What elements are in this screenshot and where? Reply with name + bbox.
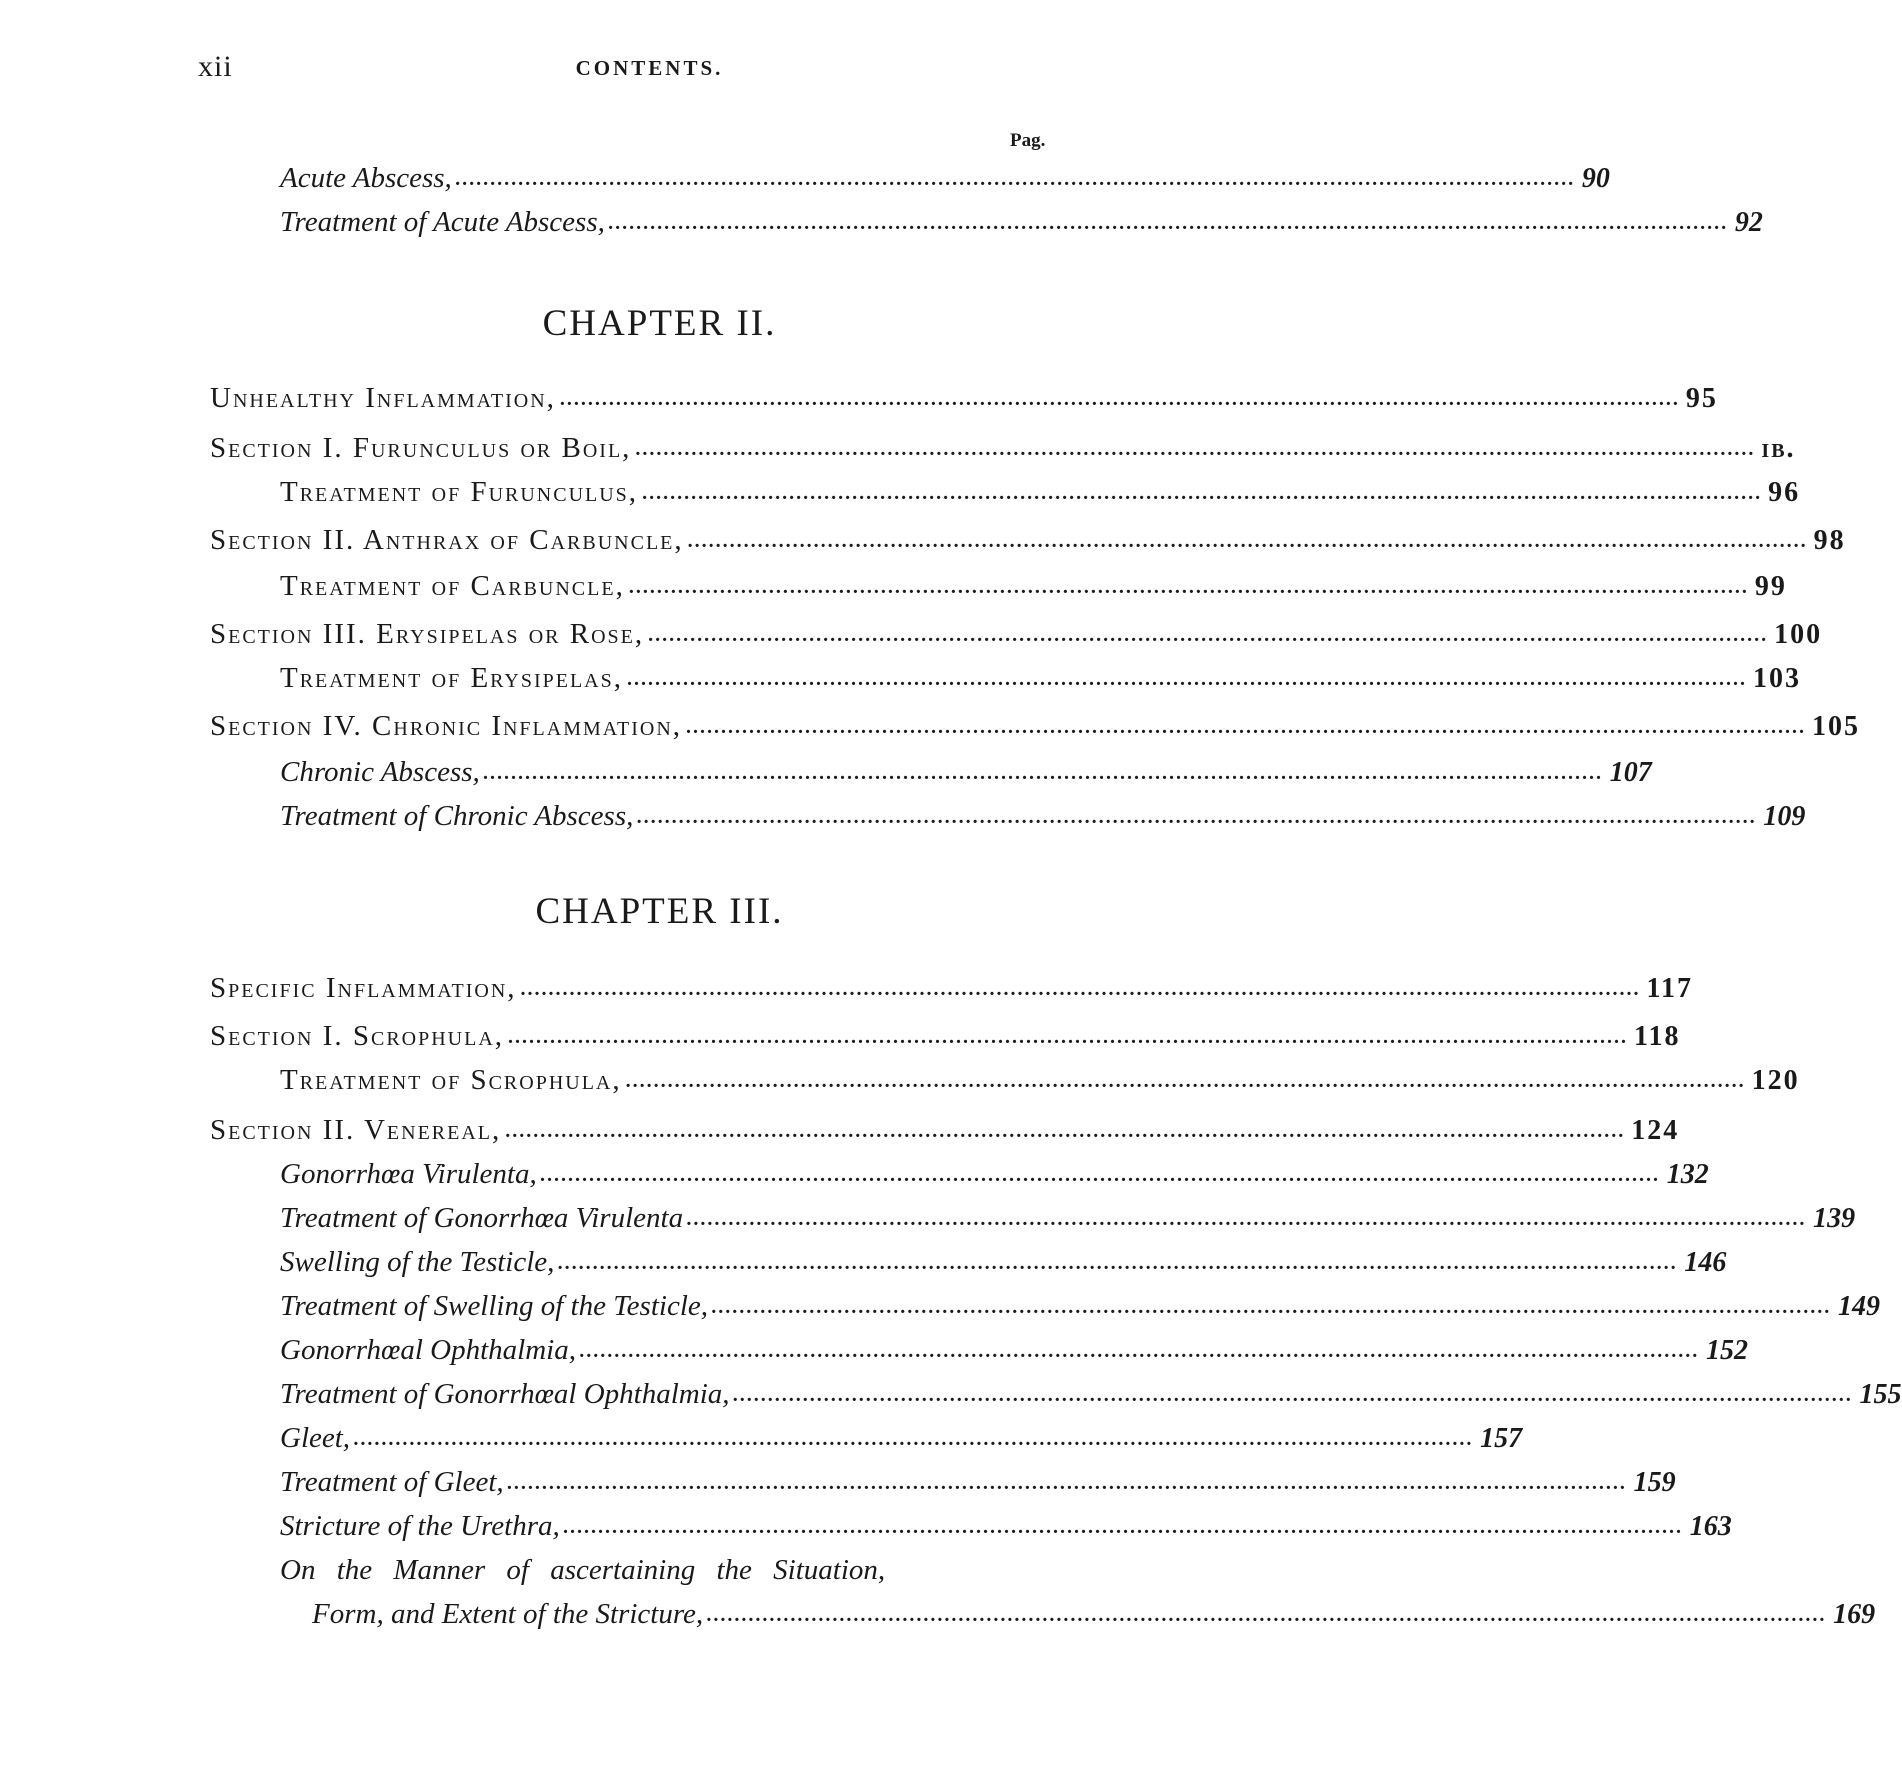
toc-entry-page: 98 bbox=[1813, 525, 1846, 556]
toc-entry-title: Treatment of Scrophula, bbox=[280, 1064, 622, 1096]
toc-entry[interactable] bbox=[280, 566, 1787, 606]
dot-leader: ................................................................................................................................................................ bbox=[455, 168, 1576, 190]
dot-leader: ................................................................................................................................................................ bbox=[354, 1428, 1475, 1450]
toc-entry[interactable] bbox=[210, 520, 1846, 560]
toc-entry-page: 132 bbox=[1666, 1159, 1709, 1190]
toc-entry-title: Section III. Erysipelas or Rose, bbox=[210, 618, 645, 650]
toc-entry-title: Treatment of Chronic Abscess, bbox=[280, 800, 634, 832]
toc-entry-page: 105 bbox=[1812, 711, 1861, 742]
toc-entry-title: Gonorrhœa Virulenta, bbox=[280, 1158, 537, 1190]
toc-entry[interactable] bbox=[210, 968, 1694, 1008]
toc-entry-page: 92 bbox=[1734, 207, 1763, 238]
dot-leader: ................................................................................................................................................................ bbox=[559, 388, 1680, 410]
toc-entry-title: Specific Inflammation, bbox=[210, 972, 517, 1004]
toc-entry-title: Treatment of Furunculus, bbox=[280, 476, 639, 508]
toc-entry[interactable] bbox=[280, 472, 1801, 512]
toc-entry-title: Unhealthy Inflammation, bbox=[210, 382, 556, 414]
dot-leader: ................................................................................................................................................................ bbox=[648, 624, 1769, 646]
toc-entry[interactable] bbox=[280, 1242, 1727, 1282]
toc-entry-page: 117 bbox=[1646, 973, 1694, 1004]
toc-entry-title: Section I. Furunculus or Boil, bbox=[210, 432, 632, 464]
toc-entry-page: 96 bbox=[1768, 477, 1801, 508]
dot-leader: ................................................................................................................................................................ bbox=[687, 530, 1808, 552]
toc-entry-page: 100 bbox=[1774, 619, 1823, 650]
toc-entry-page: 159 bbox=[1633, 1467, 1676, 1498]
toc-entry[interactable] bbox=[280, 1154, 1709, 1194]
toc-entry[interactable] bbox=[280, 1374, 1902, 1414]
toc-entry-title: Acute Abscess, bbox=[280, 162, 452, 194]
dot-leader: ................................................................................................................................................................ bbox=[563, 1516, 1684, 1538]
toc-entry-page: 90 bbox=[1581, 163, 1610, 194]
toc-entry-title: Form, and Extent of the Stricture, bbox=[312, 1598, 704, 1630]
toc-entry-page: 118 bbox=[1634, 1021, 1681, 1052]
toc-entry-title: Treatment of Gleet, bbox=[280, 1466, 504, 1498]
toc-entry-title: Section II. Venereal, bbox=[210, 1114, 502, 1146]
dot-leader: ................................................................................................................................................................ bbox=[642, 482, 1763, 504]
dot-leader: ................................................................................................................................................................ bbox=[637, 806, 1758, 828]
toc-entry-page: 152 bbox=[1705, 1335, 1748, 1366]
running-head: CONTENTS. bbox=[575, 56, 724, 80]
toc-entry[interactable] bbox=[280, 1462, 1676, 1502]
toc-entry[interactable] bbox=[280, 1506, 1732, 1546]
toc-entry-title: Treatment of Gonorrhœa Virulenta bbox=[280, 1202, 684, 1234]
toc-entry[interactable] bbox=[210, 378, 1718, 418]
dot-leader: ................................................................................................................................................................ bbox=[608, 212, 1729, 234]
toc-entry[interactable] bbox=[210, 1110, 1680, 1150]
toc-entry-page: 163 bbox=[1689, 1511, 1732, 1542]
toc-entry-page: 99 bbox=[1754, 571, 1787, 602]
toc-entry[interactable] bbox=[280, 658, 1801, 698]
toc-entry-page: 103 bbox=[1753, 663, 1801, 694]
dot-leader: ................................................................................................................................................................ bbox=[628, 576, 1749, 598]
toc-entry-page: 169 bbox=[1833, 1599, 1876, 1630]
toc-entry-page: 146 bbox=[1684, 1247, 1727, 1278]
dot-leader: ................................................................................................................................................................ bbox=[505, 1120, 1626, 1142]
page-column-label: Pag. bbox=[1010, 130, 1046, 151]
dot-leader: ................................................................................................................................................................ bbox=[520, 978, 1641, 1000]
dot-leader: ................................................................................................................................................................ bbox=[579, 1340, 1700, 1362]
toc-entry-page: 155 bbox=[1859, 1379, 1902, 1410]
page-number: xii bbox=[198, 50, 233, 83]
dot-leader: ................................................................................................................................................................ bbox=[625, 1070, 1746, 1092]
toc-entry[interactable] bbox=[280, 202, 1763, 242]
toc-entry-page: 109 bbox=[1763, 801, 1806, 832]
chapter-heading: CHAPTER II. bbox=[542, 303, 777, 344]
toc-entry-page: 95 bbox=[1685, 383, 1718, 414]
toc-entry-title: Treatment of Erysipelas, bbox=[280, 662, 623, 694]
toc-entry-title: Chronic Abscess, bbox=[280, 756, 480, 788]
dot-leader: ................................................................................................................................................................ bbox=[635, 438, 1756, 460]
toc-entry-title: Section I. Scrophula, bbox=[210, 1020, 505, 1052]
toc-entry-title: Stricture of the Urethra, bbox=[280, 1510, 560, 1542]
toc-entry-title: Gonorrhœal Ophthalmia, bbox=[280, 1334, 576, 1366]
toc-entry[interactable] bbox=[280, 1418, 1523, 1458]
toc-entry-title: Treatment of Gonorrhœal Ophthalmia, bbox=[280, 1378, 730, 1410]
dot-leader: ................................................................................................................................................................ bbox=[712, 1296, 1833, 1318]
toc-entry[interactable] bbox=[280, 1198, 1856, 1238]
toc-entry[interactable] bbox=[280, 1330, 1748, 1370]
toc-entry-page: 107 bbox=[1609, 757, 1652, 788]
dot-leader: ................................................................................................................................................................ bbox=[508, 1026, 1629, 1048]
toc-entry[interactable] bbox=[210, 428, 1796, 468]
toc-entry-page: 157 bbox=[1480, 1423, 1523, 1454]
toc-entry-page: 149 bbox=[1838, 1291, 1881, 1322]
dot-leader: ................................................................................................................................................................ bbox=[507, 1472, 1628, 1494]
dot-leader: ................................................................................................................................................................ bbox=[483, 762, 1604, 784]
toc-entry[interactable] bbox=[280, 796, 1806, 836]
dot-leader: ................................................................................................................................................................ bbox=[707, 1604, 1828, 1626]
toc-entry-title: Treatment of Swelling of the Testicle, bbox=[280, 1290, 709, 1322]
toc-entry-title: Gleet, bbox=[280, 1422, 351, 1454]
dot-leader: ................................................................................................................................................................ bbox=[627, 668, 1747, 690]
toc-entry-title: Treatment of Carbuncle, bbox=[280, 570, 625, 602]
toc-entry[interactable] bbox=[210, 1016, 1681, 1056]
toc-entry-continued-line[interactable]: On the Manner of ascertaining the Situation, bbox=[280, 1554, 886, 1586]
toc-entry[interactable] bbox=[280, 158, 1610, 198]
toc-entry-title: Swelling of the Testicle, bbox=[280, 1246, 555, 1278]
toc-entry[interactable] bbox=[280, 752, 1652, 792]
toc-entry[interactable] bbox=[210, 614, 1823, 654]
toc-entry-page: ib. bbox=[1761, 433, 1796, 464]
chapter-heading: CHAPTER III. bbox=[535, 891, 784, 932]
toc-entry-page: 120 bbox=[1751, 1065, 1800, 1096]
toc-entry[interactable] bbox=[280, 1060, 1800, 1100]
toc-entry-page: 124 bbox=[1631, 1115, 1680, 1146]
toc-entry[interactable] bbox=[312, 1594, 1876, 1634]
dot-leader: ................................................................................................................................................................ bbox=[686, 716, 1807, 738]
dot-leader: ................................................................................................................................................................ bbox=[733, 1384, 1854, 1406]
dot-leader: ................................................................................................................................................................ bbox=[540, 1164, 1661, 1186]
toc-entry-title: Section II. Anthrax of Carbuncle, bbox=[210, 524, 684, 556]
toc-entry-title: Treatment of Acute Abscess, bbox=[280, 206, 605, 238]
toc-entry[interactable] bbox=[280, 1286, 1881, 1326]
toc-entry-title: Section IV. Chronic Inflammation, bbox=[210, 710, 683, 742]
toc-entry[interactable] bbox=[210, 706, 1861, 746]
toc-entry-page: 139 bbox=[1813, 1203, 1856, 1234]
dot-leader: ................................................................................................................................................................ bbox=[687, 1208, 1808, 1230]
dot-leader: ................................................................................................................................................................ bbox=[558, 1252, 1679, 1274]
